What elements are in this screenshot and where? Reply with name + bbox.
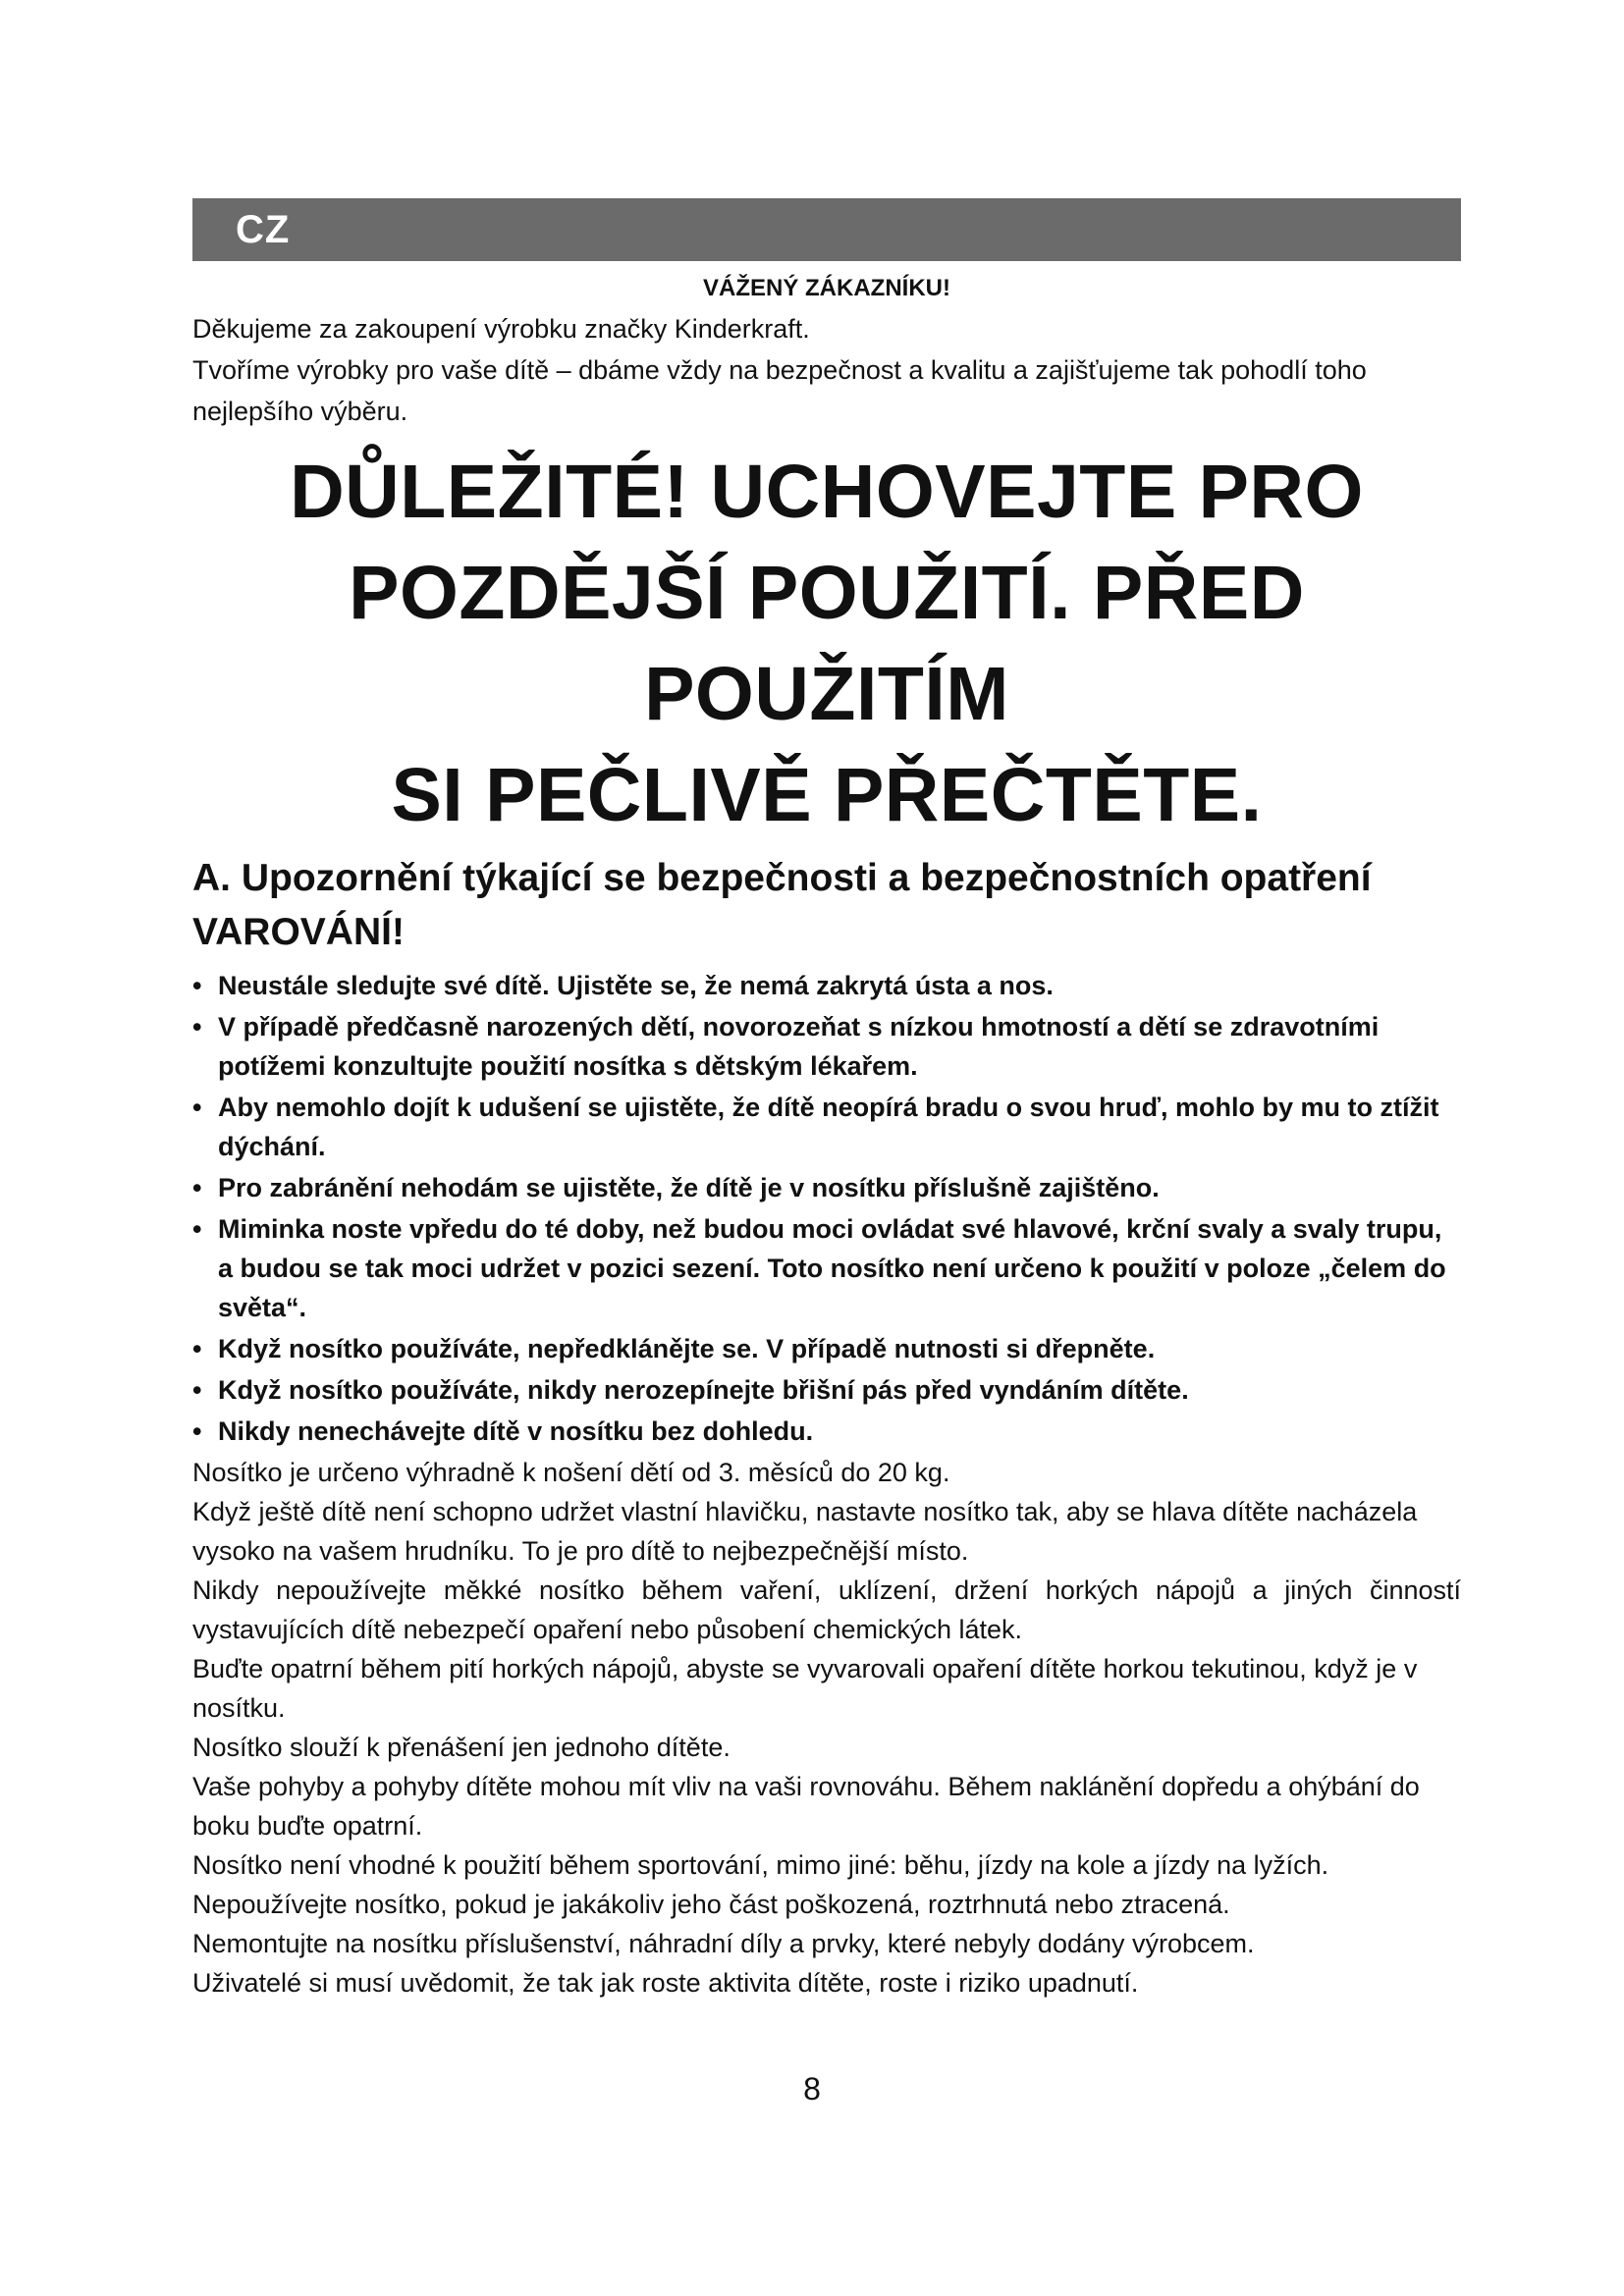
paragraph: Nosítko je určeno výhradně k nošení dětí od 3. měsíců do 20 kg. bbox=[192, 1458, 950, 1487]
paragraph: Vaše pohyby a pohyby dítěte mohou mít vliv na vaši rovnováhu. Během naklánění dopředu a ohýbání do boku buďte opatrní. bbox=[192, 1772, 1420, 1841]
warning-text: V případě předčasně narozených dětí, novorozeňat s nízkou hmotností a dětí se zdravotními potížemi konzultujte použití nosítka s dětským lékařem. bbox=[218, 1012, 1380, 1081]
warning-item bbox=[192, 1329, 1461, 1368]
warning-text: Neustále sledujte své dítě. Ujistěte se, že nemá zakrytá ústa a nos. bbox=[218, 971, 1054, 1000]
bullet-icon: • bbox=[192, 1416, 202, 1446]
warning-list bbox=[192, 966, 1461, 1451]
section-a-title: A. Upozornění týkající se bezpečnosti a bezpečnostních opatření bbox=[192, 857, 1372, 899]
salutation: VÁŽENÝ ZÁKAZNÍKU! bbox=[703, 275, 950, 301]
intro-text bbox=[192, 308, 1461, 432]
safety-paragraphs bbox=[192, 1453, 1461, 2002]
paragraph: Uživatelé si musí uvědomit, že tak jak roste aktivita dítěte, roste i riziko upadnutí. bbox=[192, 1968, 1139, 1998]
warning-item bbox=[192, 1088, 1461, 1166]
warning-item bbox=[192, 1168, 1461, 1207]
paragraph: Nikdy nepoužívejte měkké nosítko během vaření, uklízení, držení horkých nápojů a jiných činností vystavujících dítě nebezpečí opaření nebo působení chemických látek. bbox=[192, 1575, 1461, 1644]
headline-line: SI PEČLIVĚ PŘEČTĚTE. bbox=[391, 753, 1263, 837]
warning-text: Miminka noste vpředu do té doby, než budou moci ovládat své hlavové, krční svaly a svaly trupu, a budou se tak moci udržet v pozici sezení. Toto nosítko není určeno k použití v poloze „čelem do světa“. bbox=[218, 1214, 1446, 1322]
bullet-icon: • bbox=[192, 1375, 202, 1405]
headline-line: DŮLEŽITÉ! UCHOVEJTE PRO bbox=[290, 450, 1364, 534]
paragraph: Nosítko slouží k přenášení jen jednoho dítěte. bbox=[192, 1733, 731, 1762]
warning-item bbox=[192, 1209, 1461, 1327]
language-code: CZ bbox=[236, 207, 291, 251]
warning-text: Pro zabránění nehodám se ujistěte, že dítě je v nosítku příslušně zajištěno. bbox=[218, 1173, 1160, 1202]
warning-item bbox=[192, 1412, 1461, 1451]
warning-text: Když nosítko používáte, nepředklánějte se. V případě nutnosti si dřepněte. bbox=[218, 1334, 1156, 1363]
warning-text: Aby nemohlo dojít k udušení se ujistěte, že dítě neopírá bradu o svou hruď, mohlo by mu to ztížit dýchání. bbox=[218, 1093, 1439, 1161]
paragraph: Nemontujte na nosítku příslušenství, náhradní díly a prvky, které nebyly dodány výrobcem. bbox=[192, 1929, 1255, 1958]
bullet-icon: • bbox=[192, 1214, 202, 1244]
warning-item bbox=[192, 966, 1461, 1005]
intro-line: Tvoříme výrobky pro vaše dítě – dbáme vždy na bezpečnost a kvalitu a zajišťujeme tak pohodlí toho nejlepšího výběru. bbox=[192, 355, 1367, 426]
intro-line: Děkujeme za zakoupení výrobku značky Kinderkraft. bbox=[192, 314, 810, 344]
manual-page bbox=[192, 198, 1461, 2002]
warning-text: Nikdy nenechávejte dítě v nosítku bez dohledu. bbox=[218, 1416, 814, 1446]
paragraph: Nepoužívejte nosítko, pokud je jakákoliv jeho část poškozená, roztrhnutá nebo ztracená. bbox=[192, 1890, 1230, 1919]
paragraph: Když ještě dítě není schopno udržet vlastní hlavičku, nastavte nosítko tak, aby se hlava dítěte nacházela vysoko na vašem hrudníku. To je pro dítě to nejbezpečnější místo. bbox=[192, 1497, 1418, 1566]
paragraph: Buďte opatrní během pití horkých nápojů, abyste se vyvarovali opaření dítěte horkou tekutinou, když je v nosítku. bbox=[192, 1654, 1418, 1723]
bullet-icon: • bbox=[192, 1173, 202, 1202]
warning-title: VAROVÁNÍ! bbox=[192, 911, 405, 953]
bullet-icon: • bbox=[192, 1093, 202, 1122]
warning-item bbox=[192, 1370, 1461, 1410]
warning-text: Když nosítko používáte, nikdy nerozepínejte břišní pás před vyndáním dítěte. bbox=[218, 1375, 1189, 1405]
warning-item bbox=[192, 1007, 1461, 1086]
language-header-bar bbox=[192, 198, 1461, 261]
bullet-icon: • bbox=[192, 1334, 202, 1363]
bullet-icon: • bbox=[192, 971, 202, 1000]
headline-line: POZDĚJŠÍ POUŽITÍ. PŘED POUŽITÍM bbox=[349, 551, 1305, 736]
page-number: 8 bbox=[803, 2071, 821, 2107]
bullet-icon: • bbox=[192, 1012, 202, 1041]
important-headline bbox=[192, 442, 1461, 846]
paragraph: Nosítko není vhodné k použití během sportování, mimo jiné: běhu, jízdy na kole a jízdy na lyžích. bbox=[192, 1850, 1329, 1880]
